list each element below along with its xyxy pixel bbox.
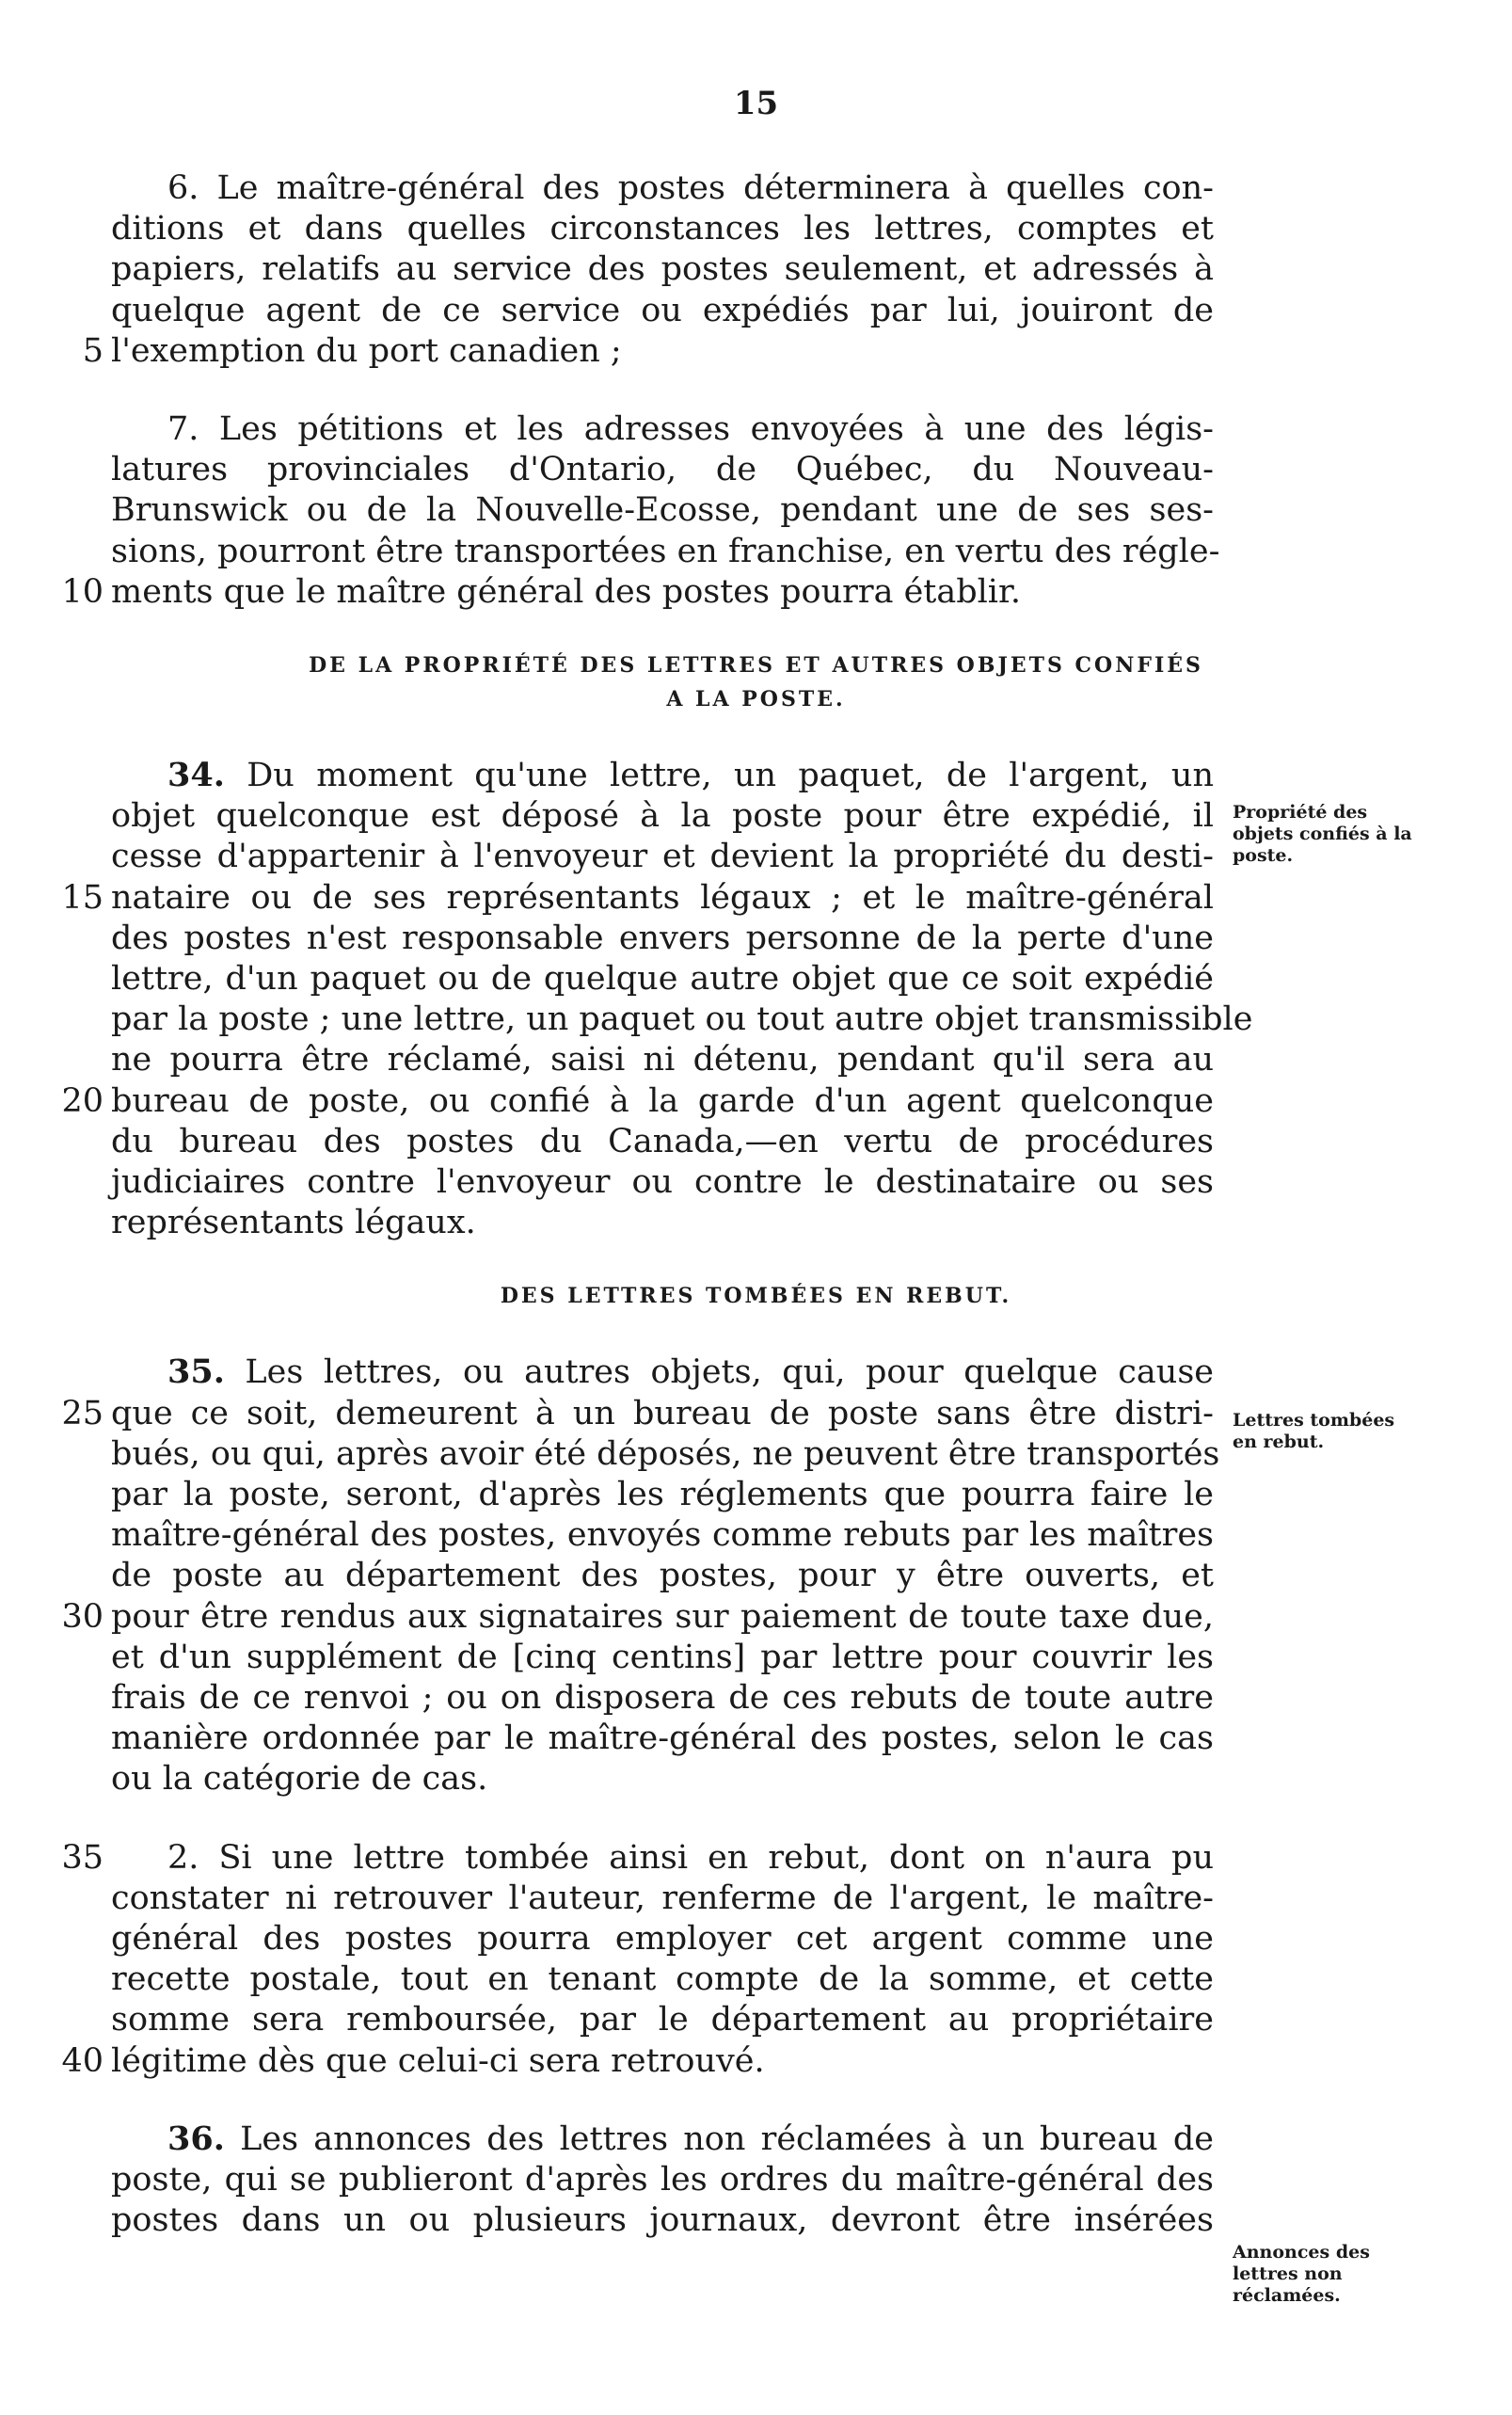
line-number: 5 <box>82 331 103 370</box>
text-line <box>111 330 1214 372</box>
text-line <box>111 918 1214 959</box>
text-line <box>111 1039 1214 1080</box>
text-line <box>111 248 1214 290</box>
text-line <box>111 449 1214 490</box>
line-text: Du moment qu'une lettre, un paquet, de l'argent, un <box>224 757 1214 794</box>
text-line <box>111 2199 1214 2241</box>
line-text: poste, qui se publieront d'après les ordres du maître-général des <box>111 2161 1214 2199</box>
text-line <box>111 1878 1214 1919</box>
text-line <box>111 1555 1214 1596</box>
line-text: judiciaires contre l'envoyeur ou contre le destinataire ou ses <box>111 1163 1214 1201</box>
text-line <box>111 1514 1214 1556</box>
text-line <box>111 571 1214 613</box>
text-line <box>111 1121 1214 1162</box>
line-text: manière ordonnée par le maître-général des postes, selon le cas <box>111 1719 1214 1758</box>
text-line <box>111 958 1214 1000</box>
line-text: lettre, d'un paquet ou de quelque autre objet que ce soit expédié <box>111 960 1214 998</box>
line-number: 15 <box>61 878 103 917</box>
text-line <box>167 168 1214 209</box>
line-text: recette postale, tout en tenant compte de la somme, et cette <box>111 1960 1214 1999</box>
line-text: de poste au département des postes, pour y être ouverts, et <box>111 1557 1214 1595</box>
line-text: postes dans un ou plusieurs journaux, devront être insérées <box>111 2201 1214 2240</box>
text-line <box>111 999 1253 1040</box>
text-line <box>167 408 1214 450</box>
text-line <box>111 1080 1214 1122</box>
line-number: 25 <box>61 1394 103 1432</box>
line-text: par la poste, seront, d'après les réglements que pourra faire le <box>111 1476 1214 1513</box>
text-line <box>167 755 1214 796</box>
text-line <box>111 795 1214 837</box>
line-text: bués, ou qui, après avoir été déposés, ne peuvent être transportés <box>111 1434 1220 1473</box>
text-line <box>111 1202 1214 1243</box>
text-line <box>111 1959 1214 2000</box>
text-line <box>167 1837 1214 1879</box>
line-text: sions, pourront être transportées en franchise, en vertu des régle- <box>111 532 1220 570</box>
margin-note: Propriété des objets confiés à la poste. <box>1233 802 1412 866</box>
text-line <box>167 2119 1214 2160</box>
section-heading: A LA POSTE. <box>666 687 846 712</box>
text-line <box>111 1918 1214 1959</box>
text-line <box>111 1474 1214 1515</box>
line-text: du bureau des postes du Canada,—en vertu de procédures <box>111 1122 1214 1160</box>
line-text: que ce soit, demeurent à un bureau de poste sans être distri- <box>111 1394 1214 1432</box>
line-text: légitime dès que celui-ci sera retrouvé. <box>111 2041 765 2080</box>
text-line <box>111 290 1214 331</box>
line-text: Les lettres, ou autres objets, qui, pour quelque cause <box>224 1353 1214 1392</box>
section-heading: DES LETTRES TOMBÉES EN REBUT. <box>500 1284 1012 1309</box>
line-text: ne pourra être réclamé, saisi ni détenu, pendant qu'il sera au <box>111 1041 1214 1080</box>
line-text: l'exemption du port canadien ; <box>111 331 622 370</box>
line-text: général des postes pourra employer cet argent comme une <box>111 1920 1214 1958</box>
article-number: 35. <box>167 1352 225 1392</box>
text-line <box>111 208 1214 249</box>
line-text: ou la catégorie de cas. <box>111 1760 488 1799</box>
text-line <box>111 1758 1214 1799</box>
line-text: et d'un supplément de [cinq centins] par lettre pour couvrir les <box>111 1638 1214 1676</box>
text-line <box>111 1999 1214 2040</box>
text-line <box>111 836 1214 877</box>
text-line <box>111 877 1214 919</box>
text-line <box>111 2040 1214 2082</box>
page-number: 15 <box>733 85 779 122</box>
line-text: 7. Les pétitions et les adresses envoyées à une des légis- <box>167 410 1214 448</box>
line-text: par la poste ; une lettre, un paquet ou tout autre objet transmissible <box>111 1000 1253 1039</box>
text-line <box>111 2159 1214 2200</box>
line-text: maître-général des postes, envoyés comme rebuts par les maîtres <box>111 1516 1214 1555</box>
text-line <box>111 1433 1220 1475</box>
line-text: nataire ou de ses représentants légaux ; et le maître-général <box>111 878 1214 917</box>
line-number: 10 <box>61 572 103 611</box>
line-text: latures provinciales d'Ontario, de Québec, du Nouveau- <box>111 451 1214 489</box>
margin-note: Annonces des lettres non réclamées. <box>1233 2242 1370 2306</box>
line-text: des postes n'est responsable envers personne de la perte d'une <box>111 919 1214 957</box>
article-number: 34. <box>167 756 225 794</box>
text-line <box>111 1677 1214 1719</box>
line-text: Les annonces des lettres non réclamées à un bureau de <box>224 2119 1214 2158</box>
line-text: cesse d'appartenir à l'envoyeur et devient la propriété du desti- <box>111 838 1214 876</box>
line-number: 40 <box>61 2041 103 2080</box>
line-text: objet quelconque est déposé à la poste pour être expédié, il <box>111 797 1214 836</box>
line-text: somme sera remboursée, par le département au propriétaire <box>111 2001 1214 2039</box>
text-line <box>111 1718 1214 1759</box>
text-line <box>111 1161 1214 1203</box>
line-text: ments que le maître général des postes pourra établir. <box>111 572 1022 611</box>
text-line <box>111 531 1220 572</box>
text-line <box>111 1393 1214 1434</box>
text-line <box>111 1637 1214 1678</box>
text-line <box>111 1596 1214 1638</box>
line-text: pour être rendus aux signataires sur paiement de toute taxe due, <box>111 1597 1214 1636</box>
line-text: représentants légaux. <box>111 1204 476 1242</box>
line-text: constater ni retrouver l'auteur, renferme de l'argent, le maître- <box>111 1879 1214 1917</box>
line-text: 6. Le maître-général des postes déterminera à quelles con- <box>167 169 1214 207</box>
line-text: Brunswick ou de la Nouvelle-Ecosse, pendant une de ses ses- <box>111 491 1214 530</box>
text-line <box>167 1351 1214 1393</box>
line-text: quelque agent de ce service ou expédiés par lui, jouiront de <box>111 291 1214 329</box>
margin-note: Lettres tombées en rebut. <box>1233 1410 1395 1452</box>
line-number: 35 <box>61 1838 103 1877</box>
line-number: 20 <box>61 1081 103 1120</box>
line-text: frais de ce renvoi ; ou on disposera de ces rebuts de toute autre <box>111 1679 1214 1717</box>
article-number: 36. <box>167 2119 225 2158</box>
section-heading: DE LA PROPRIÉTÉ DES LETTRES ET AUTRES OBJETS CONFIÉS <box>309 653 1203 678</box>
text-line <box>111 489 1214 531</box>
line-text: 2. Si une lettre tombée ainsi en rebut, dont on n'aura pu <box>167 1838 1214 1877</box>
line-text: papiers, relatifs au service des postes seulement, et adressés à <box>111 250 1214 289</box>
line-number: 30 <box>61 1597 103 1636</box>
line-text: bureau de poste, ou confié à la garde d'un agent quelconque <box>111 1081 1214 1120</box>
line-text: ditions et dans quelles circonstances les lettres, comptes et <box>111 210 1214 248</box>
